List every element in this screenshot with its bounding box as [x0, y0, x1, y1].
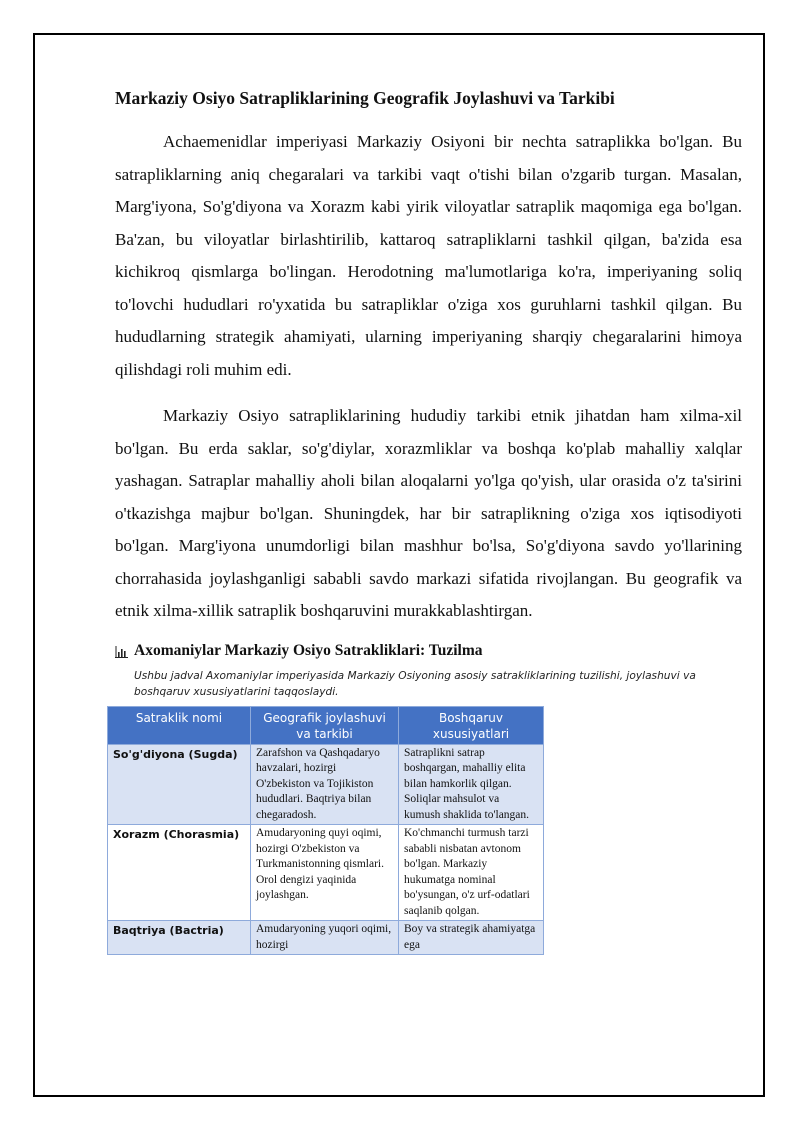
satrapy-governance: Satraplikni satrap boshqargan, mahalliy elita bilan hamkorlik qilgan. Soliqlar mahsulot va kumush shaklida to'langan. [399, 744, 544, 825]
table-row [108, 744, 544, 825]
page-content [115, 86, 742, 955]
satrapy-governance: Boy va strategik ahamiyatga ega [399, 921, 544, 955]
satrapy-governance: Ko'chmanchi turmush tarzi sababli nisbatan avtonom bo'lgan. Markaziy hukumatga nominal bo'ysungan, o'z urf-odatlari saqlanib qolgan. [399, 825, 544, 921]
satrapy-location: Zarafshon va Qashqadaryo havzalari, hozirgi O'zbekiston va Tojikiston hududlari. Baqtriya bilan chegaradosh. [251, 744, 399, 825]
table-header-row [108, 706, 544, 744]
table-caption: Ushbu jadval Axomaniylar imperiyasida Markaziy Osiyoning asosiy satrakliklarining tuzilishi, joylashuvi va boshqaruv xususiyatlarini taqqoslaydi. [134, 669, 696, 698]
satrapy-name: Baqtriya (Bactria) [108, 921, 251, 955]
satrapy-name: Xorazm (Chorasmia) [108, 825, 251, 921]
satrapy-location: Amudaryoning quyi oqimi, hozirgi O'zbekiston va Turkmanistonning qismlari. Orol dengizi yaqinida joylashgan. [251, 825, 399, 921]
column-header-governance: Boshqaruv xususiyatlari [399, 706, 544, 744]
satrapy-location: Amudaryoning yuqori oqimi, hozirgi [251, 921, 399, 955]
table-section-title: Axomaniylar Markaziy Osiyo Satrakliklari: Tuzilma [134, 641, 483, 659]
table-row [108, 921, 544, 955]
column-header-name: Satraklik nomi [108, 706, 251, 744]
table-row [108, 825, 544, 921]
paragraph-2: Markaziy Osiyo satrapliklarining hududiy tarkibi etnik jihatdan ham xilma-xil bo'lgan. Bu erda saklar, so'g'diylar, xorazmliklar va boshqa ko'plab mahalliy xalqlar yashagan. Satraplar mahalliy aholi bilan aloqalarni yo'lga qo'yish, ular orasida o'z ta'sirini o'tkazishga majbur bo'lgan. Shuningdek, har bir satraplikning o'ziga xos iqtisodiyoti bo'lgan. Marg'iyona unumdorligi bilan mashhur bo'lsa, So'g'diyona savdo yo'llarining chorrahasida joylashganligi sababli savdo markazi sifatida rivojlangan. Bu geografik va etnik xilma-xillik satraplik boshqaruvini murakkablashtirgan. [115, 406, 742, 620]
bar-chart-icon [115, 645, 128, 657]
satrapy-table [107, 706, 544, 956]
table-section-heading [115, 642, 742, 660]
document-title: Markaziy Osiyo Satrapliklarining Geografik Joylashuvi va Tarkibi [115, 88, 615, 108]
satrapy-name: So'g'diyona (Sugda) [108, 744, 251, 825]
paragraph-1: Achaemenidlar imperiyasi Markaziy Osiyoni bir nechta satraplikka bo'lgan. Bu satrapliklarning aniq chegaralari va tarkibi vaqt o'tishi bilan o'zgarib turgan. Masalan, Marg'iyona, So'g'diyona va Xorazm kabi yirik viloyatlar satraplik maqomiga ega bo'lgan. Ba'zan, bu viloyatlar birlashtirilib, kattaroq satrapliklarni tashkil qilgan, ba'zida esa kichikroq qismlarga bo'lingan. Herodotning ma'lumotlariga ko'ra, imperiyaning soliq to'lovchi hududlari ro'yxatida bu satrapliklar o'ziga xos guruhlarni tashkil qilgan. Bu hududlarning strategik ahamiyati, ularning imperiyaning sharqiy chegaralarini himoya qilishdagi roli muhim edi. [115, 132, 742, 379]
column-header-location: Geografik joylashuvi va tarkibi [251, 706, 399, 744]
